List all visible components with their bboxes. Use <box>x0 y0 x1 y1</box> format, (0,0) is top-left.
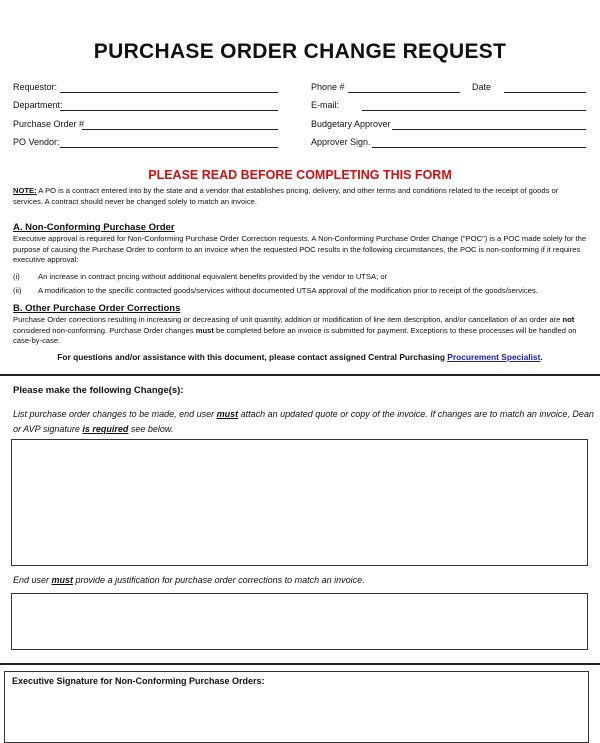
purchase-order-field[interactable] <box>82 129 278 130</box>
contact-line <box>0 352 600 362</box>
section-b-line-2-start: considered non-conforming. Purchase Order changes <box>13 325 196 335</box>
date-field[interactable] <box>504 92 586 93</box>
changes-is-required: is required <box>82 424 129 434</box>
changes-must: must <box>216 409 239 419</box>
page-title: PURCHASE ORDER CHANGE REQUEST <box>93 40 507 63</box>
department-label: Department: <box>13 100 63 110</box>
section-a-heading: A. Non-Conforming Purchase Order <box>13 222 175 233</box>
changes-heading: Please make the following Change(s): <box>13 385 184 396</box>
phone-label: Phone # <box>311 82 345 92</box>
warning-heading: PLEASE READ BEFORE COMPLETING THIS FORM <box>148 168 452 182</box>
section-b-must: must <box>195 325 214 335</box>
section-a-item-2-text: A modification to the specific contracted goods/services without documented UTSA approval of the modification prior to receipt of the goods/services. <box>38 286 538 295</box>
section-b-heading: B. Other Purchase Order Corrections <box>13 303 181 314</box>
justification-end: provide a justification for purchase order corrections to match an invoice. <box>73 575 365 585</box>
email-field[interactable] <box>362 110 586 111</box>
section-a-body <box>13 234 593 266</box>
note-label: NOTE: <box>13 186 37 195</box>
section-b-not: not <box>562 315 575 324</box>
note-block <box>13 186 593 207</box>
section-a-line-2: purpose of causing the Purchase Order to conform to an invoice when the requested POC results in the following circumstances, the POC is non-conforming if it requires <box>13 244 581 254</box>
section-a-line-1: Executive approval is required for Non-Conforming Purchase Order Correction requests. A Non-Conforming Purchase Order Change ("POC") is a POC made solely for the <box>13 234 587 243</box>
changes-line-1-end: attach an updated quote or copy of the invoice. If changes are to match an invoice, Dean <box>238 409 594 419</box>
section-b-body <box>13 315 593 347</box>
justification-must: must <box>51 575 74 585</box>
section-divider <box>0 374 600 376</box>
section-b-line-2-end: be completed before an invoice is submitted for payment. Exceptions to these processes will be handled on <box>213 325 577 335</box>
date-label: Date <box>472 82 492 92</box>
executive-signature-heading: Executive Signature for Non-Conforming Purchase Orders: <box>12 676 265 686</box>
budgetary-approver-field[interactable] <box>392 129 586 130</box>
requestor-field[interactable] <box>60 92 278 93</box>
approver-sign-field[interactable] <box>372 147 586 148</box>
po-vendor-label: PO Vendor: <box>13 137 60 147</box>
justification-start: End user <box>13 575 52 585</box>
section-a-item-1-number: (i) <box>13 272 20 281</box>
changes-line-2-end: see below. <box>128 424 174 434</box>
phone-field[interactable] <box>348 92 460 93</box>
contact-text: For questions and/or assistance with this document, please contact assigned Central Purchasing <box>57 352 448 362</box>
approver-sign-label: Approver Sign. <box>311 137 371 147</box>
procurement-specialist-link[interactable]: Procurement Specialist <box>447 352 541 362</box>
purchase-order-label: Purchase Order # <box>13 119 85 129</box>
changes-textbox[interactable] <box>11 439 588 566</box>
section-a-item-1-text: An increase in contract pricing without additional equivalent benefits provided by the vendor to UTSA; or <box>38 272 388 281</box>
justification-instructions <box>13 573 365 588</box>
po-vendor-field[interactable] <box>60 147 278 148</box>
changes-line-2-start: or AVP signature <box>13 424 83 434</box>
justification-textbox[interactable] <box>11 593 588 650</box>
requestor-label: Requestor: <box>13 82 58 92</box>
budgetary-approver-label: Budgetary Approver <box>311 119 391 129</box>
note-line-2: services. A contract should never be changed solely to match an invoice. <box>13 196 257 206</box>
email-label: E-mail: <box>311 100 340 110</box>
department-field[interactable] <box>60 110 278 111</box>
section-b-line-1: Purchase Order corrections resulting in increasing or decreasing of unit quantity, addition or modification of line item description, and/or cancellation of an order are <box>13 315 563 324</box>
note-line-1: A PO is a contract entered into by the state and a vendor that establishes pricing, delivery, and other terms and conditions related to the receipt of goods or <box>36 186 559 195</box>
section-a-item-2-number: (ii) <box>13 286 22 295</box>
changes-line-1-start: List purchase order changes to be made, end user <box>13 409 217 419</box>
section-a-line-3: executive approval: <box>13 255 79 265</box>
section-b-line-3: case-by-case. <box>13 336 61 346</box>
section-divider-2 <box>0 663 600 665</box>
changes-instructions <box>13 407 598 437</box>
contact-end: . <box>540 352 543 362</box>
